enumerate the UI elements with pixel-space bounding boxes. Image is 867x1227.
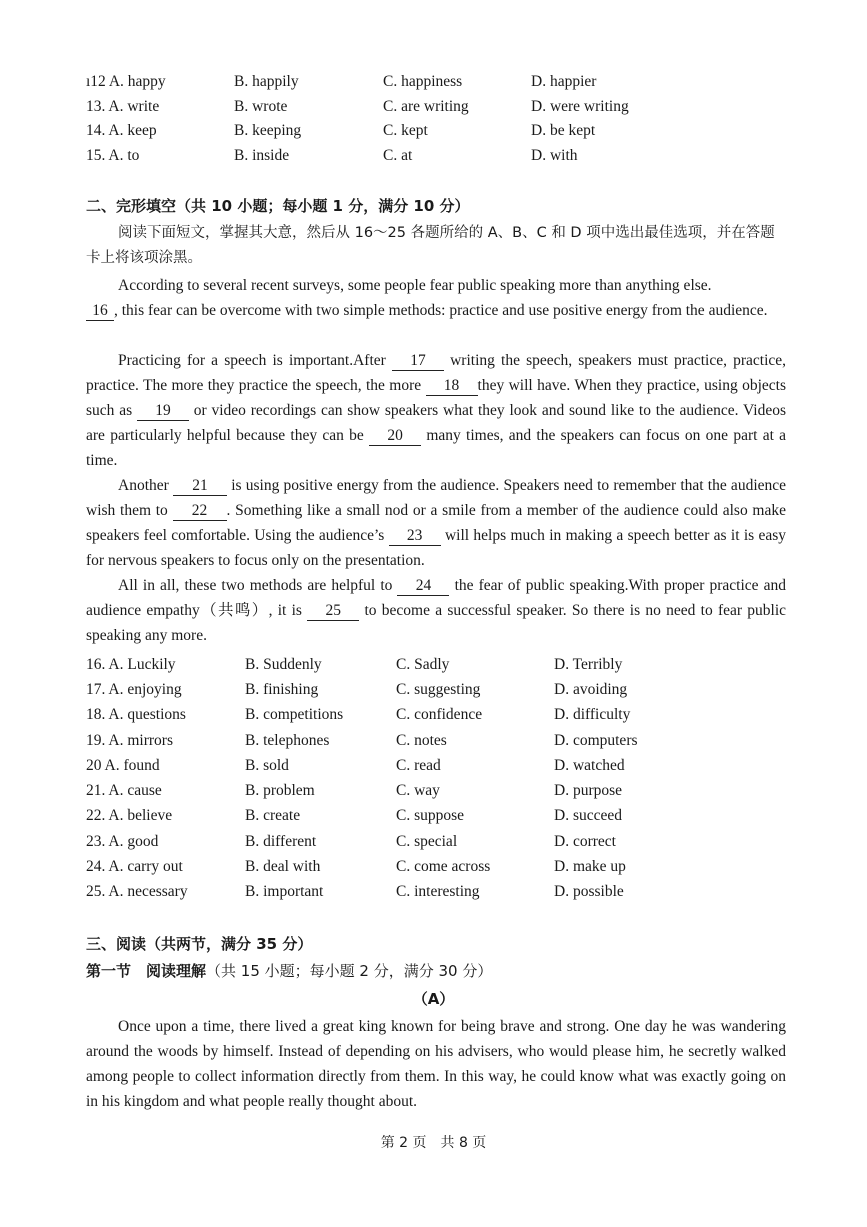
question-number: 22. bbox=[86, 807, 106, 825]
option-a-text: A. believe bbox=[108, 807, 173, 825]
option-a bbox=[86, 778, 245, 803]
option-c: C. confidence bbox=[396, 706, 483, 724]
blank-18: 18 bbox=[426, 377, 478, 396]
option-row bbox=[86, 652, 786, 677]
option-a bbox=[86, 95, 234, 120]
option-a-text: A. good bbox=[108, 832, 159, 850]
blank-20: 20 bbox=[369, 427, 421, 446]
option-c: C. read bbox=[396, 756, 441, 774]
option-b: B. wrote bbox=[234, 97, 288, 115]
section2-instruction: 阅读下面短文，掌握其大意，然后从 16～25 各题所给的 A、B、C 和 D 项中选出最佳选项，并在答题卡上将该项涂黑。 bbox=[86, 225, 775, 266]
cloze-paragraph-4 bbox=[86, 573, 786, 648]
question-number: 21. bbox=[86, 782, 106, 800]
option-b: B. inside bbox=[234, 146, 290, 164]
blank-16: 16 bbox=[86, 302, 114, 321]
option-a bbox=[86, 804, 245, 829]
option-c: C. at bbox=[383, 146, 413, 164]
option-d: D. computers bbox=[554, 731, 638, 749]
text: Another bbox=[118, 477, 169, 494]
text: is using positive energy from the audience. Speakers need to remember that the audience wish them to bbox=[86, 477, 787, 519]
option-d: D. succeed bbox=[554, 807, 622, 825]
option-row bbox=[86, 95, 786, 120]
option-c: C. suppose bbox=[396, 807, 465, 825]
option-row bbox=[86, 829, 786, 854]
blank-19: 19 bbox=[137, 402, 189, 421]
option-a bbox=[86, 829, 245, 854]
question-number: 24. bbox=[86, 858, 106, 876]
option-d: D. were writing bbox=[531, 97, 629, 115]
text: According to several recent surveys, some people fear public speaking more than anything else. bbox=[118, 277, 712, 294]
option-a-text: A. mirrors bbox=[108, 731, 173, 749]
option-c: C. come across bbox=[396, 858, 491, 876]
option-d: D. purpose bbox=[554, 782, 623, 800]
option-a-text: A. cause bbox=[108, 782, 162, 800]
option-a bbox=[86, 70, 234, 95]
question-number: 16. bbox=[86, 655, 106, 673]
text: the fear of public speaking.With proper practice and audience empathy（共鸣）, it is bbox=[86, 577, 787, 619]
option-d: D. correct bbox=[554, 832, 616, 850]
text: many times, and the speakers can focus on one part at a time. bbox=[86, 427, 787, 469]
option-a-text: A. to bbox=[108, 146, 140, 164]
section2-heading: 二、完形填空（共 10 小题；每小题 1 分，满分 10 分） bbox=[86, 197, 470, 215]
option-b: B. keeping bbox=[234, 122, 302, 140]
option-a-text: A. enjoying bbox=[108, 680, 182, 698]
text: or video recordings can show speakers what they look and sound like to the audience. Videos are particularly helpful because they can be bbox=[86, 402, 786, 444]
option-c: C. kept bbox=[383, 122, 428, 140]
text: , this fear can be overcome with two simple methods: practice and use positive energy from the audience. bbox=[114, 302, 768, 319]
option-a bbox=[86, 652, 245, 677]
blank-25: 25 bbox=[307, 602, 359, 621]
option-row bbox=[86, 778, 786, 803]
option-b: B. sold bbox=[245, 756, 289, 774]
option-a-text: A. carry out bbox=[108, 858, 183, 876]
reading-passage-a: Once upon a time, there lived a great king known for being brave and strong. One day he was wandering around the woods by himself. Instead of depending on his advisers, who would please him, he secretly walked among people to collect information directly from them. In this way, he could know what was exactly going on in his kingdom and what people really thought about. bbox=[86, 1018, 786, 1110]
page-footer: 第 2 页 共 8 页 bbox=[380, 1135, 487, 1151]
passage-label: （A） bbox=[412, 990, 455, 1008]
blank-23: 23 bbox=[389, 527, 441, 546]
option-a bbox=[86, 119, 234, 144]
option-b: B. Suddenly bbox=[245, 655, 322, 673]
text: Practicing for a speech is important.After bbox=[118, 352, 386, 369]
option-b: B. create bbox=[245, 807, 301, 825]
question-number: ı12 bbox=[86, 73, 106, 91]
question-number: 13. bbox=[86, 97, 106, 115]
option-row bbox=[86, 880, 786, 905]
option-a-text: A. questions bbox=[108, 706, 186, 724]
blank-21: 21 bbox=[173, 477, 227, 496]
text: they will have. When they practice, using objects such as bbox=[86, 377, 786, 419]
option-c: C. way bbox=[396, 782, 440, 800]
option-d: D. happier bbox=[531, 73, 597, 91]
option-a-text: A. Luckily bbox=[108, 655, 176, 673]
text: writing the speech, speakers must practice, practice, practice. The more they practice the speech, the more bbox=[86, 352, 787, 394]
option-b: B. different bbox=[245, 832, 317, 850]
option-row bbox=[86, 70, 786, 95]
option-b: B. important bbox=[245, 883, 324, 901]
sub-detail: （共 15 小题；每小题 2 分，满分 30 分） bbox=[206, 962, 493, 980]
option-d: D. be kept bbox=[531, 122, 596, 140]
option-row bbox=[86, 804, 786, 829]
option-d: D. watched bbox=[554, 756, 625, 774]
question-number: 25. bbox=[86, 883, 106, 901]
question-number: 23. bbox=[86, 832, 106, 850]
blank-24: 24 bbox=[397, 577, 449, 596]
option-c: C. happiness bbox=[383, 73, 463, 91]
blank-17: 17 bbox=[392, 352, 444, 371]
section3-subheading bbox=[86, 960, 492, 981]
option-a bbox=[86, 703, 245, 728]
option-d: D. with bbox=[531, 146, 578, 164]
text: to become a successful speaker. So there is no need to fear public speaking any more. bbox=[86, 602, 787, 644]
option-a bbox=[86, 728, 245, 753]
text: will helps much in making a speech better as it is easy for nervous speakers to focus only on the presentation. bbox=[86, 527, 787, 569]
option-c: C. notes bbox=[396, 731, 447, 749]
option-d: D. difficulty bbox=[554, 706, 631, 724]
sub-label: 第一节 阅读理解 bbox=[86, 962, 207, 980]
question-number: 14. bbox=[86, 122, 106, 140]
question-number: 19. bbox=[86, 731, 106, 749]
option-d: D. possible bbox=[554, 883, 624, 901]
option-c: C. special bbox=[396, 832, 458, 850]
cloze-paragraph-2 bbox=[86, 348, 786, 473]
blank-22: 22 bbox=[173, 502, 227, 521]
options-table-top bbox=[86, 70, 786, 168]
option-row bbox=[86, 144, 786, 169]
question-number: 20 bbox=[86, 756, 102, 774]
option-c: C. are writing bbox=[383, 97, 469, 115]
question-number: 17. bbox=[86, 680, 106, 698]
text: All in all, these two methods are helpful to bbox=[118, 577, 393, 594]
text: . Something like a small nod or a smile from a member of the audience could also make speakers feel comfortable. Using the audience’s bbox=[86, 502, 786, 544]
option-b: B. finishing bbox=[245, 680, 319, 698]
cloze-paragraph-3 bbox=[86, 473, 786, 573]
option-d: D. make up bbox=[554, 858, 626, 876]
option-a-text: A. found bbox=[104, 756, 160, 774]
option-a bbox=[86, 753, 245, 778]
option-a-text: A. necessary bbox=[108, 883, 188, 901]
option-row bbox=[86, 703, 786, 728]
option-c: C. Sadly bbox=[396, 655, 450, 673]
option-a-text: A. happy bbox=[108, 73, 166, 91]
option-c: C. suggesting bbox=[396, 680, 481, 698]
option-a bbox=[86, 854, 245, 879]
option-a bbox=[86, 144, 234, 169]
question-number: 18. bbox=[86, 706, 106, 724]
option-d: D. Terribly bbox=[554, 655, 623, 673]
options-table-cloze bbox=[86, 652, 786, 905]
option-a-text: A. write bbox=[108, 97, 160, 115]
option-a-text: A. keep bbox=[108, 122, 157, 140]
option-row bbox=[86, 119, 786, 144]
option-b: B. deal with bbox=[245, 858, 321, 876]
option-row bbox=[86, 728, 786, 753]
option-c: C. interesting bbox=[396, 883, 480, 901]
option-b: B. happily bbox=[234, 73, 299, 91]
option-b: B. competitions bbox=[245, 706, 344, 724]
option-a bbox=[86, 677, 245, 702]
section3-heading: 三、阅读（共两节，满分 35 分） bbox=[86, 935, 313, 953]
option-row bbox=[86, 677, 786, 702]
option-d: D. avoiding bbox=[554, 680, 628, 698]
option-row bbox=[86, 753, 786, 778]
cloze-paragraph-1 bbox=[86, 273, 786, 323]
option-b: B. problem bbox=[245, 782, 315, 800]
option-a bbox=[86, 880, 245, 905]
option-row bbox=[86, 854, 786, 879]
option-b: B. telephones bbox=[245, 731, 330, 749]
question-number: 15. bbox=[86, 146, 106, 164]
